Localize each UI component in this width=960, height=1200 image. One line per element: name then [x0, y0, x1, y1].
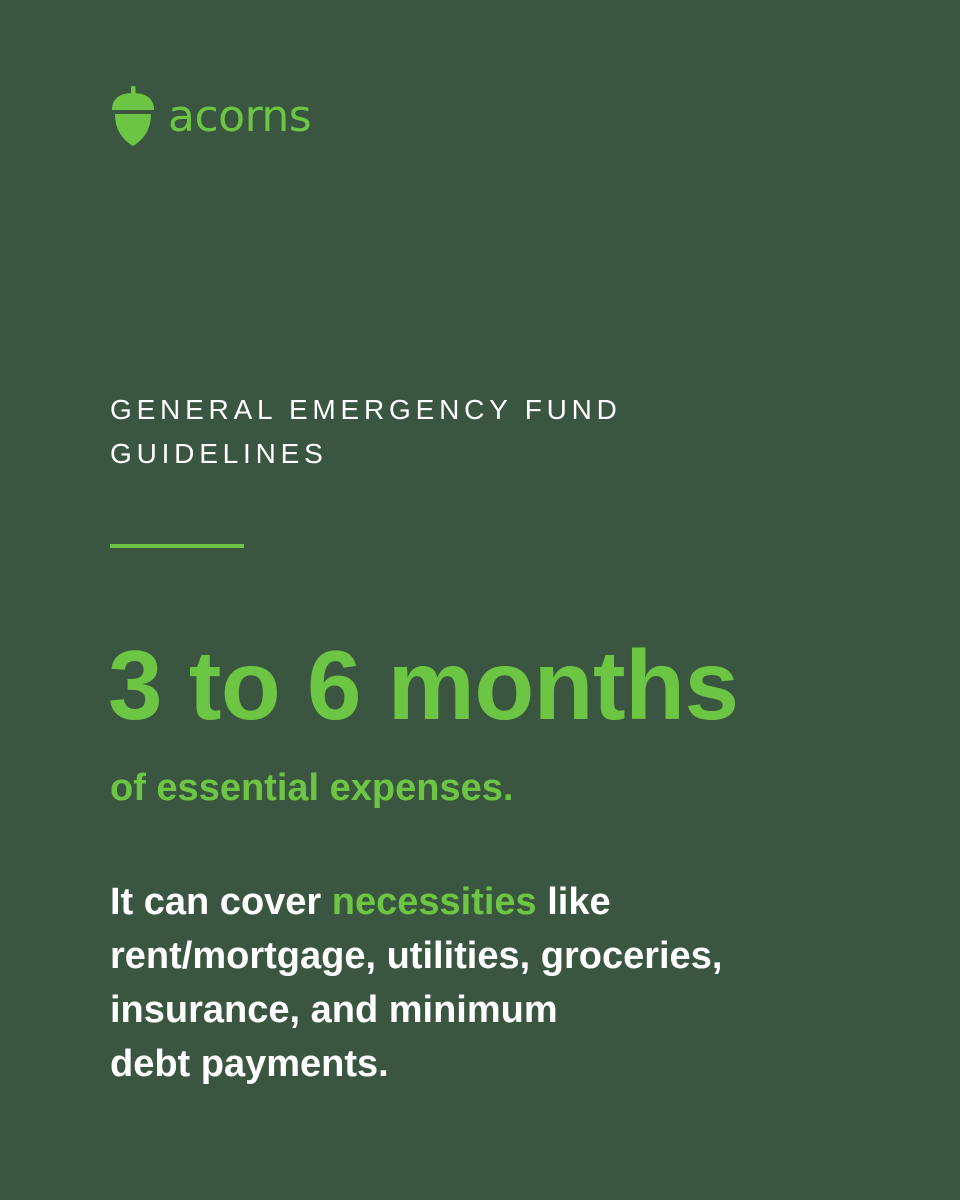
accent-divider: [110, 544, 244, 548]
body-line-1-suffix: like: [536, 881, 611, 923]
body-line-3: insurance, and minimum: [110, 989, 558, 1031]
headline: 3 to 6 months: [108, 630, 739, 740]
section-eyebrow: [110, 388, 830, 476]
eyebrow-line-1: GENERAL EMERGENCY FUND: [110, 394, 622, 425]
body-paragraph: [110, 875, 830, 1091]
body-line-1: [110, 875, 830, 929]
body-line-4: debt payments.: [110, 1043, 389, 1085]
acorn-icon: [110, 86, 156, 148]
subheadline: of essential expenses.: [110, 767, 514, 809]
body-line-1-prefix: It can cover: [110, 881, 332, 923]
brand-name: acorns: [168, 91, 312, 142]
eyebrow-line-2: GUIDELINES: [110, 438, 328, 469]
body-line-2: rent/mortgage, utilities, groceries,: [110, 935, 723, 977]
acorns-logo: [110, 86, 311, 148]
highlighted-word: necessities: [331, 881, 537, 923]
